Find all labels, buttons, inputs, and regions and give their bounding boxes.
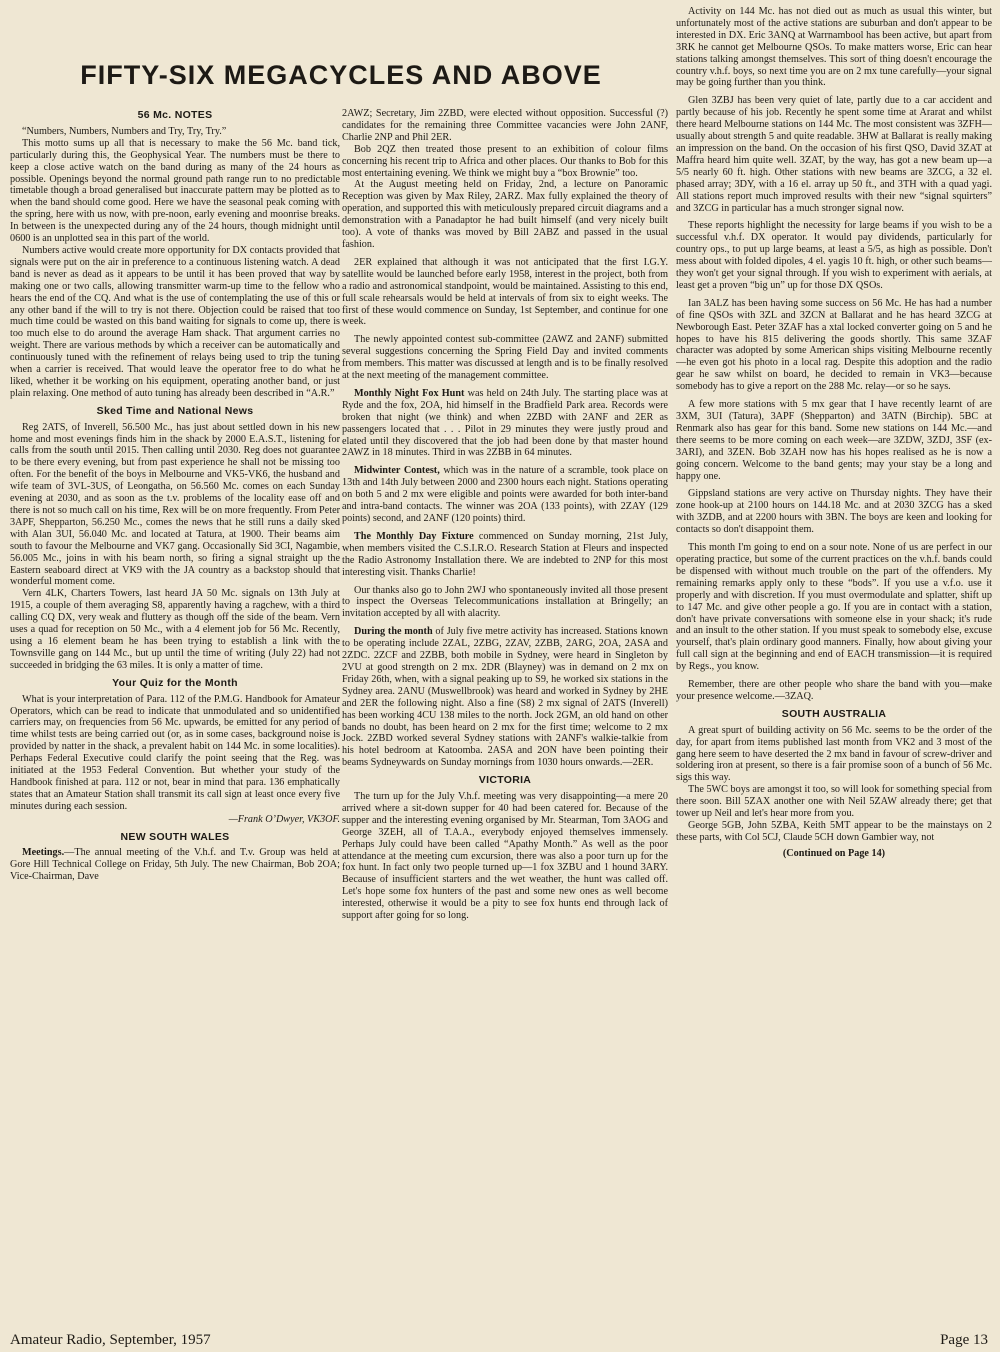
- author-signature: —Frank O’Dwyer, VK3OF.: [228, 813, 340, 825]
- paragraph: Ian 3ALZ has been having some success on 56 Mc. He has had a number of fine QSOs with 3ZL and 3ZCN at Ballarat and he has heard 3ZCG at Newborough East. Peter 3ZAF has a xtal locked converter going on 5 and he hopes to have his 815 delivering the goods shortly. This same 3ZAF character was adopted by some American ships visiting Melbourne recently—he even got his photo in a local rag. Despite this adoption and the radio gear he saw whilst on board, he decided to remain in VK3—because somebody has to give a report on the 288 Mc. relay—or so he says.: [676, 297, 992, 393]
- paragraph: 2AWZ; Secretary, Jim 2ZBD, were elected without opposition. Successful (?) candidates for the remaining three Committee vacancies were John 2ANF, Charlie 2NP and Phil 2ER.: [342, 108, 668, 143]
- section-heading-nsw: NEW SOUTH WALES: [120, 830, 230, 843]
- page-title: FIFTY-SIX MEGACYCLES AND ABOVE: [80, 60, 602, 90]
- section-heading-victoria: VICTORIA: [478, 774, 532, 787]
- column-middle: [342, 108, 668, 1332]
- paragraph: [342, 465, 668, 525]
- run-in-heading: Midwinter Contest,: [354, 465, 440, 477]
- paragraph: Bob 2QZ then treated those present to an exhibition of colour films concerning his recent trip to Africa and other places. Our thanks to Bob for this most entertaining evening. We think we might buy a “box Brownie” too.: [342, 143, 668, 179]
- paragraph: Remember, there are other people who share the band with you—make your presence welcome.—3ZAQ.: [676, 679, 992, 702]
- paragraph: Vern 4LK, Charters Towers, last heard JA 50 Mc. signals on 13th July at 1915, a couple of them averaging S8, apparently having a ragchew, with a third calling CQ DX, very weak and fluttery as though off the side of the beam. Vern uses a quad for reception on 50 Mc., with a 4 element job for 56 Mc. Recently, using a 16 element beam he has been trying to establish a link with the Townsville gang on 144 Mc., but up until the time of writing (July 22) had not succeeded in bridging the 63 miles. It is only a matter of time.: [10, 588, 340, 671]
- paragraph: At the August meeting held on Friday, 2nd, a lecture on Panoramic Reception was given by Max Riley, 2ARZ. Max fully explained the theory of operation, and supported this with meticulously prepared circuit diagrams and a demonstration with a Panadaptor he had built himself (and very nicely built too). A vote of thanks was moved by Bill 2ABZ and passed in the usual fashion.: [342, 179, 668, 250]
- paragraph: [342, 531, 668, 579]
- page-footer: [10, 1332, 990, 1350]
- paragraph: Activity on 144 Mc. has not died out as much as usual this winter, but unfortunately most of the active stations are suburban and don't appear to be interested in DX. Eric 3ANQ at Warrnambool has been active, but apart from 3RK he cannot get Melbourne QSOs. To make matters worse, Eric can hear stations talking amongst themselves. This sort of thing doesn't encourage the country v.h.f. boys, so next time you are on 2 mx tune carefully—your signal may be going further than you think.: [676, 6, 992, 89]
- paragraph: Reg 2ATS, of Inverell, 56.500 Mc., has just about settled down in his new home and most evenings finds him in the shack by 2000 E.A.S.T., listening for calls from the south until 2015. Then calling until 2030. Reg does not guarantee to be there every evening, but from past experience he shall not be missing too often. For the benefit of the boys in Melbourne and VK5-VK6, the husband and wife team of 3VL-3US, of Leongatha, on 56.560 Mc. comes on each Sunday evening at 2030, and as soon as the t.v. problems of the locality ease off and there is not so much call on his time, Rex will be on more frequently. From Peter 3APF, Shepparton, 56.250 Mc., comes the news that he still runs a daily sked with Alan 3UI, 56.040 Mc. and located at Tatura, at 1900. Their beams aim south to favour the Melbourne and VK7 gang. Occasionally Sid 3CI, Nagambie, 56.005 Mc., joins in with his beam north, so firing a signal straight up the Eastern seaboard direct at VK9 with the JA country as a backstop should that wonderful moment come.: [10, 421, 340, 588]
- run-in-heading: Monthly Night Fox Hunt: [354, 387, 465, 399]
- paragraph: A few more stations with 5 mx gear that I have recently learnt of are 3XM, 3UI (Tatura), 3APF (Shepparton) and 3ATN (Birchip). 5BC at Renmark also has gear for this band. Some new stations on 144 Mc.—and there seems to be more coming on each week—are 3ZDW, 3ZDJ, 3SF (ex-3ARI), and 3ZEN. Bob 3ZAH now has his hopes realised as he is now a going concern. Welcome to the band gents; may your stay be a long and happy one.: [676, 399, 992, 482]
- paragraph: Numbers active would create more opportunity for DX contacts provided that signals were put on the air in preference to a continuous listening watch. A dead band is never as dead as it appears to be until it has been proved that way by making one or two calls, allowing transmitter warm-up time to the fellow who hears the end of the CQ. And what is the use of contemplating the use of this or any other band if the will to try is not there. Objection could be raised that too much time could be wasted on this band waiting for signals to come up, there is too much else to do around the average Ham shack. That argument carries no weight. There are various methods by which a receiver can be automatically and continuously tuned with the refinement of relays being used to trip the tuning when a carrier is received. That would leave the operator free to do what he liked, whether it be working on his equipment, operating another band, or just plain relaxing. One method of auto tuning has already been described in “A.R.”: [10, 244, 340, 399]
- paragraph: 2ER explained that although it was not anticipated that the first I.G.Y. satellite would be launched before early 1958, interest in the project, both from a radio and astronomical standpoint, would be maintained. Assisting to this end, full scale rehearsals would be held at intervals of from six to eight weeks. The first of these would commence on Sunday, 1st September, and continue for one week.: [342, 256, 668, 328]
- section-heading-south-australia: SOUTH AUSTRALIA: [781, 707, 887, 720]
- paragraph: “Numbers, Numbers, Numbers and Try, Try, Try.”: [22, 125, 227, 137]
- paragraph: Our thanks also go to John 2WJ who spontaneously invited all those present to inspect the Overseas Telecommunications installation at Bringelly; an invitation accepted by all with alacrity.: [342, 584, 668, 620]
- paragraph: A great spurt of building activity on 56 Mc. seems to be the order of the day, for apart from items published last month from VK2 and 3 most of the gang here seem to have deserted the 2 mx band in favour of screw-driver and soldering iron at present, so there is a fair promise soon of a bunch of 56 Mc. sigs this way.: [676, 724, 992, 784]
- paragraph: These reports highlight the necessity for large beams if you wish to be a successful v.h.f. DX operator. It would pay dividends, particularly for country ops., to put up large beams, at least a 5/5, as high as possible. Don't mess about with folded dipoles, 4 el. yagis 10 ft. high, or other such beams—they won't get your signal through. If you wish to experiment with aerials, at least get a proven “big un” up for those DX QSOs.: [676, 220, 992, 291]
- continuation-note: (Continued on Page 14): [782, 847, 886, 859]
- section-heading-56mc-notes: 56 Mc. NOTES: [137, 109, 213, 121]
- run-in-heading: Meetings.: [22, 847, 65, 859]
- paragraph-text: of July five metre activity has increased. Stations known to be operating include 2ZAL, 2ZBG, 2ZAV, 2ZBB, 2ARG, 2OA, 2ASA and 2ZDC. 2ZCF and 2ZBB, both mobile in Sydney, were heard in Singleton by 2VU at good strength on 2 mx. 2DR (Blayney) was in demand on 2 mx on Friday 26th, when, with a signal peaking up to S9, he worked six stations in the Sydney area. 2ANU (Muswellbrook) was heard and worked in Sydney by 2HE and 2ER the following night. Also a fine (S8) 2 mx signal of 2ATS (Inverell) has been working 4CU 138 miles to the north. Jock 2GM, an old hand on other bands no doubt, has been heard on 2 mx for the first time; welcome to 2 mx Jock. 2ZBD worked several Sydney stations with 2ANF's walkie-talkie from his hotel bedroom at Katoomba. 2ASA and 2ON have been pointing their beams Sydneywards on Sunday mornings from 1030 hours onwards.—2ER.: [342, 626, 668, 769]
- paragraph: [342, 388, 668, 459]
- paragraph: Gippsland stations are very active on Thursday nights. They have their zone hook-up at 2100 hours on 144.18 Mc. and at 2030 3ZCG has a sked with 3ZDB, and at 2200 hours with 3BN. The boys are keen and looking for contacts so don't disappoint them.: [676, 488, 992, 536]
- paragraph: George 5GB, John 5ZBA, Keith 5MT appear to be the mainstays on 2 these parts, with Col 5CJ, Claude 5CH down Gambier way, not: [676, 820, 992, 843]
- paragraph: The 5WC boys are amongst it too, so will look for something special from there soon. Bill 5ZAX another one with Neil 5ZAW already there; get that tower up Neil and let's hear more from you.: [676, 784, 992, 820]
- paragraph: The newly appointed contest sub-committee (2AWZ and 2ANF) submitted several suggestions concerning the Spring Field Day and invited comments from members. This matter was discussed at length and is to be finally resolved at the next meeting of the management committee.: [342, 334, 668, 382]
- paragraph-text: which was in the nature of a scramble, took place on 13th and 14th July between 2000 and 2300 hours each night. Stations operating on both 5 and 2 mx were eligible and points were awarded for both inter-band and intra-band contacts. The winner was 2OA (133 points), with 2ZAY (129 points) second, and 2ANF (120 points) third.: [342, 465, 668, 524]
- run-in-heading: The Monthly Day Fixture: [354, 530, 474, 542]
- paragraph: Glen 3ZBJ has been very quiet of late, partly due to a car accident and partly because of his job. Recently he spent some time at Ararat and whilst there heard Melbourne stations on 144 Mc. The most consistent was 3ZFH—usually about strength 5 and quite readable. 3HW at Ballarat is really making an impression on the band. On the occasion of his first QSO, David 3ZAT at Maffra heard him quite well. 3ZAT, by the way, has got a new beam up—a 5/5 nearly 60 ft. high. Other stations with new beams are 3ZCG, a 32 el. phased array; 3DY, with a 16 el. array up 50 ft., and 3TH with a quad yagi. All stations report much improved results with their new “signal squirters” and 3ZCG in particular has a much stronger signal now.: [676, 95, 992, 214]
- run-in-heading: During the month: [354, 626, 433, 638]
- paragraph-text: was held on 24th July. The starting place was at Ryde and the fox, 2OA, hid himself in the Bradfield Park area. Records were broken that night (we think) and when 2ZBD with 2ANF and 2ER as passengers located that . . . Pilot in 29 minutes they were justly proud and elated until they discovered that the job had been done by that master hound 2AWZ in 18 minutes. Third in was 2ZBB in 64 minutes.: [342, 387, 668, 459]
- footer-page-number: Page 13: [940, 1332, 988, 1348]
- section-heading-quiz: Your Quiz for the Month: [112, 676, 238, 689]
- column-left: [10, 104, 340, 1328]
- section-heading-sked: Sked Time and National News: [96, 404, 254, 417]
- column-right: [676, 6, 992, 1328]
- paragraph: This month I'm going to end on a sour note. None of us are perfect in our operating practice, but some of the current practices on the v.h.f. bands could be dispensed with without much trouble on the part of the offenders. My remaining remarks apply only to these “bods”. If you use a v.f.o. use it properly and with discretion. If you must overmodulate and splatter, shift up to 147 Mc. and give other people a go. If you are in contact with a station, don't have private conversations with someone else in your shack; it's rude and an insult to the other station. If you must speak to somebody else, excuse yourself, that's plain ordinary good manners. Finally, how about giving your full call sign at the beginning and end of EACH transmission—it is required by Regs., you know.: [676, 542, 992, 673]
- paragraph: The turn up for the July V.h.f. meeting was very disappointing—a mere 20 arrived where a sit-down supper for 40 had been catered for. Because of the supper and the interesting evening organised by Mr. Stearman, Tom 3AOG and George 3ZEH, all of T.A.A., everybody enjoyed themselves immensely. Perhaps July could have been called “Apathy Month.” As well as the poor attendance at the meeting cum excursion, there was also a poor turn up for the fox hunt. In fact only two people turned up—1 fox 3ZBU and 1 hound 3ARY. Because of insufficient starters and the wet weather, the hunt was called off. Let's hope some fox hunters of the past and some new ones as well become interested, otherwise it would be a pity to see fox hunts end through lack of support after going for so long.: [342, 791, 668, 922]
- paragraph: [10, 847, 340, 883]
- paragraph: [342, 626, 668, 769]
- paragraph: This motto sums up all that is necessary to make the 56 Mc. band tick, particularly during this, the Geophysical Year. The numbers must be there to keep a close active watch on the band during as many of the 24 hours as possible. Openings beyond the normal ground path range run to no predictable timetable though a broad generalised but inaccurate pattern may be plotted as to when the band should come good. Here we have the seasonal peak coming with the spring, here with us now, with pre-noon, early evening and moonrise breaks. In between is the unexpected during any of the 24 hours, though midnight until 0600 is an unplotted sea in this part of the world.: [10, 137, 340, 245]
- paragraph-text: commenced on Sunday morning, 21st July, when members visited the C.S.I.R.O. Research Station at Fleurs and inspected the Radio Astronomy Installation there. We are indebted to 2NP for this most interesting visit. Thanks Charlie!: [342, 530, 668, 578]
- footer-publication: Amateur Radio, September, 1957: [10, 1332, 211, 1348]
- paragraph-text: —The annual meeting of the V.h.f. and T.v. Group was held at Gore Hill Technical College on Friday, 5th July. The new Chairman, Bob 2OA; Vice-Chairman, Dave: [10, 847, 340, 883]
- paragraph: What is your interpretation of Para. 112 of the P.M.G. Handbook for Amateur Operators, which can be read to indicate that unmodulated and so unidentified carriers may, on frequencies from 56 Mc. upwards, be emitted for any period of time whilst tests are being carried out (or, as in some cases, background noise is provided by natter in the shack, a prevalent habit on 144 Mc. in some localities). Perhaps Federal Executive could clarify the point seeing that the Reg. was initiated at the 1953 Federal Convention. But whether your study of the Handbook finished at para. 112 or not, bear in mind that para. 136 emphatically states that an Amateur Station shall transmit its call sign at least once every five minutes during each session.: [10, 693, 340, 812]
